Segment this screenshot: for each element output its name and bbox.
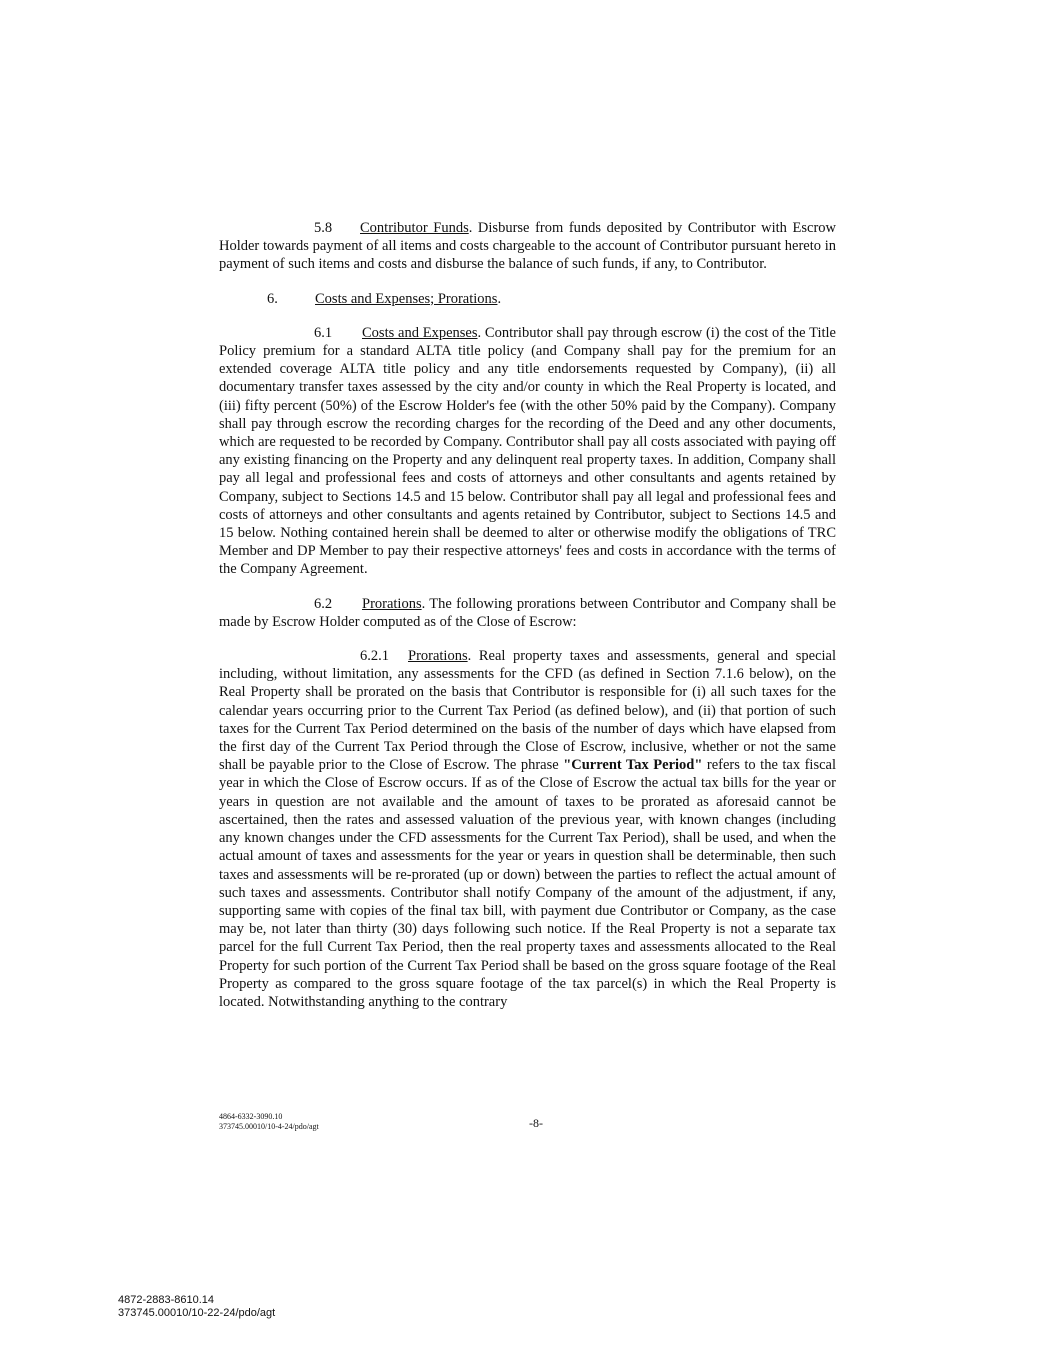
section-title: Contributor Funds bbox=[360, 220, 469, 236]
section-title: Costs and Expenses; Prorations bbox=[315, 290, 498, 307]
section-number: 6.2.1 bbox=[360, 648, 389, 665]
section-6-2-1: 6.2.1 Prorations. Real property taxes and assessments, general and special including, without limitation, any assessments for the CFD (as defined in Section 7.1.6 below), on the Real Property shall be prorated on the basis that Contributor is responsible for (i) all such taxes for the calendar years occurring prior to the Current Tax Period (as defined below), and (ii) that portion of such taxes for the Current Tax Period determined on the basis of the number of days which have elapsed from the first day of the Current Tax Period through the Close of Escrow, inclusive, whether or not the same shall be payable prior to the Close of Escrow. The phrase "Current Tax Period" refers to the tax fiscal year in which the Close of Escrow occurs. If as of the Close of Escrow the actual tax bills for the year or years in question are not available and the amount of taxes to be prorated as aforesaid cannot be ascertained, then the rates and assessed valuation of the previous year, with known changes (including any known changes under the CFD assessments for the Current Tax Period), shall be used, and when the actual amount of taxes and assessments for the year or years in question shall be determinable, then such taxes and assessments will be re-prorated (up or down) between the parties to reflect the actual amount of such taxes and assessments. Contributor shall notify Company of the amount of the adjustment, if any, supporting same with copies of the final tax bill, with payment due Contributor or Company, as the case may be, not later than thirty (30) days following such notice. If the Real Property is not a separate tax parcel for the full Current Tax Period, then the real property taxes and assessments allocated to the Real Property for such portion of the Current Tax Period shall be based on the gross square footage of the Real Property as compared to the gross square footage of the tax parcel(s) in which the Real Property is located. Notwithstanding anything to the contrary bbox=[219, 648, 836, 1010]
section-title: Prorations bbox=[408, 648, 468, 665]
section-text: Contributor shall pay through escrow (i) the cost of the Title Policy premium for a standard ALTA title policy (and Company shall pay for the premium for an extended coverage ALTA title policy and any title endorsements requested by Company), (ii) all documentary transfer taxes assessed by the city and/or county in which the Real Property is located, and (iii) fifty percent (50%) of the Escrow Holder's fee (with the other 50% paid by the Company). Company shall pay through escrow the recording charges for the recording of the Deed and any other documents, which are requested to be recorded by Company. Contributor shall pay all costs associated with paying off any existing financing on the Property and any delinquent real property taxes. In addition, Company shall pay all legal and professional fees and costs of attorneys and other consultants and agents retained by Company, subject to Sections 14.5 and 15 below. Contributor shall pay all legal and professional fees and costs of attorneys and other consultants and agents retained by Contributor, subject to Sections 14.5 and 15 below. Nothing contained herein shall be deemed to alter or otherwise modify the obligations of TRC Member and DP Member to pay their respective attorneys' fees and costs in accordance with the terms of the Company Agreement. bbox=[219, 324, 836, 578]
footer-document-ids bbox=[219, 1112, 319, 1132]
footer-doc-id: 4864-6332-3090.10 bbox=[219, 1112, 283, 1121]
section-text: The following prorations between Contributor and Company shall be made by Escrow Holder computed as of the Close of Escrow: bbox=[219, 595, 836, 630]
section-text-after: refers to the tax fiscal year in which the Close of Escrow occurs. If as of the Close of Escrow the actual tax bills for the year or years in question are not available and the amount of taxes to be prorated as aforesaid cannot be ascertained, then the rates and assessed valuation of the previous year, with known changes (including any known changes under the CFD assessments for the Current Tax Period), shall be used, and when the actual amount of taxes and assessments for the year or years in question shall be determinable, then such taxes and assessments will be re-prorated (up or down) between the parties to reflect the actual amount of such taxes and assessments. Contributor shall notify Company of the amount of the adjustment, if any, supporting same with copies of the final tax bill, with payment due Contributor or Company, as the case may be, not later than thirty (30) days following such notice. If the Real Property is not a separate tax parcel for the full Current Tax Period, then the real property taxes and assessments allocated to the Real Property for such portion of the Current Tax Period shall be based on the gross square footage of the Real Property as compared to the gross square footage of the tax parcel(s) in which the Real Property is located. Notwithstanding anything to the contrary bbox=[219, 757, 836, 1010]
section-6-heading: 6. Costs and Expenses; Prorations. bbox=[267, 290, 502, 307]
section-text-before: Real property taxes and assessments, general and special including, without limitation, any assessments for the CFD (as defined in Section 7.1.6 below), on the Real Property shall be prorated on the basis that Contributor is responsible for (i) all such taxes for the calendar years occurring prior to the Current Tax Period (as defined below), and (ii) that portion of such taxes for the Current Tax Period determined on the basis of the number of days which have elapsed from the first day of the Current Tax Period through the Close of Escrow, inclusive, whether or not the same shall be payable prior to the Close of Escrow. The phrase bbox=[219, 648, 836, 774]
document-body bbox=[219, 219, 836, 1027]
footer-matter-ref: 373745.00010/10-4-24/pdo/agt bbox=[219, 1122, 319, 1131]
section-6-2: 6.2 Prorations. The following prorations between Contributor and Company shall be made by Escrow Holder computed as of the Close of Escrow: bbox=[219, 595, 836, 630]
section-number: 6.2 bbox=[314, 595, 333, 612]
outer-doc-id: 4872-2883-8610.14 bbox=[118, 1294, 215, 1306]
section-text: Disburse from funds deposited by Contributor with Escrow Holder towards payment of all items and costs chargeable to the account of Contributor pursuant hereto in payment of such items and costs and disburse the balance of such funds, if any, to Contributor. bbox=[219, 220, 836, 273]
outer-matter-ref: 373745.00010/10-22-24/pdo/agt bbox=[118, 1306, 276, 1319]
section-number: 6.1 bbox=[314, 324, 333, 341]
section-number: 5.8 bbox=[314, 220, 333, 236]
section-5-8: 5.8 Contributor Funds. Disburse from funds deposited by Contributor with Escrow Holder towards payment of all items and costs chargeable to the account of Contributor pursuant hereto in payment of such items and costs and disburse the balance of such funds, if any, to Contributor. bbox=[219, 220, 836, 273]
outer-footer-ids bbox=[118, 1294, 275, 1319]
section-title: Prorations bbox=[362, 595, 422, 612]
section-number: 6. bbox=[267, 290, 278, 307]
section-title: Costs and Expenses bbox=[362, 324, 478, 341]
page-number: -8- bbox=[529, 1116, 543, 1130]
section-6-1: 6.1 Costs and Expenses. Contributor shall pay through escrow (i) the cost of the Title Policy premium for a standard ALTA title policy (and Company shall pay for the premium for an extended coverage ALTA title policy and any title endorsements requested by Company), (ii) all documentary transfer taxes assessed by the city and/or county in which the Real Property is located, and (iii) fifty percent (50%) of the Escrow Holder's fee (with the other 50% paid by the Company). Company shall pay through escrow the recording charges for the recording of the Deed and any other documents, which are requested to be recorded by Company. Contributor shall pay all costs associated with paying off any existing financing on the Property and any delinquent real property taxes. In addition, Company shall pay all legal and professional fees and costs of attorneys and other consultants and agents retained by Company, subject to Sections 14.5 and 15 below. Contributor shall pay all legal and professional fees and costs of attorneys and other consultants and agents retained by Contributor, subject to Sections 14.5 and 15 below. Nothing contained herein shall be deemed to alter or otherwise modify the obligations of TRC Member and DP Member to pay their respective attorneys' fees and costs in accordance with the terms of the Company Agreement. bbox=[219, 324, 836, 578]
defined-term: "Current Tax Period" bbox=[563, 757, 703, 774]
